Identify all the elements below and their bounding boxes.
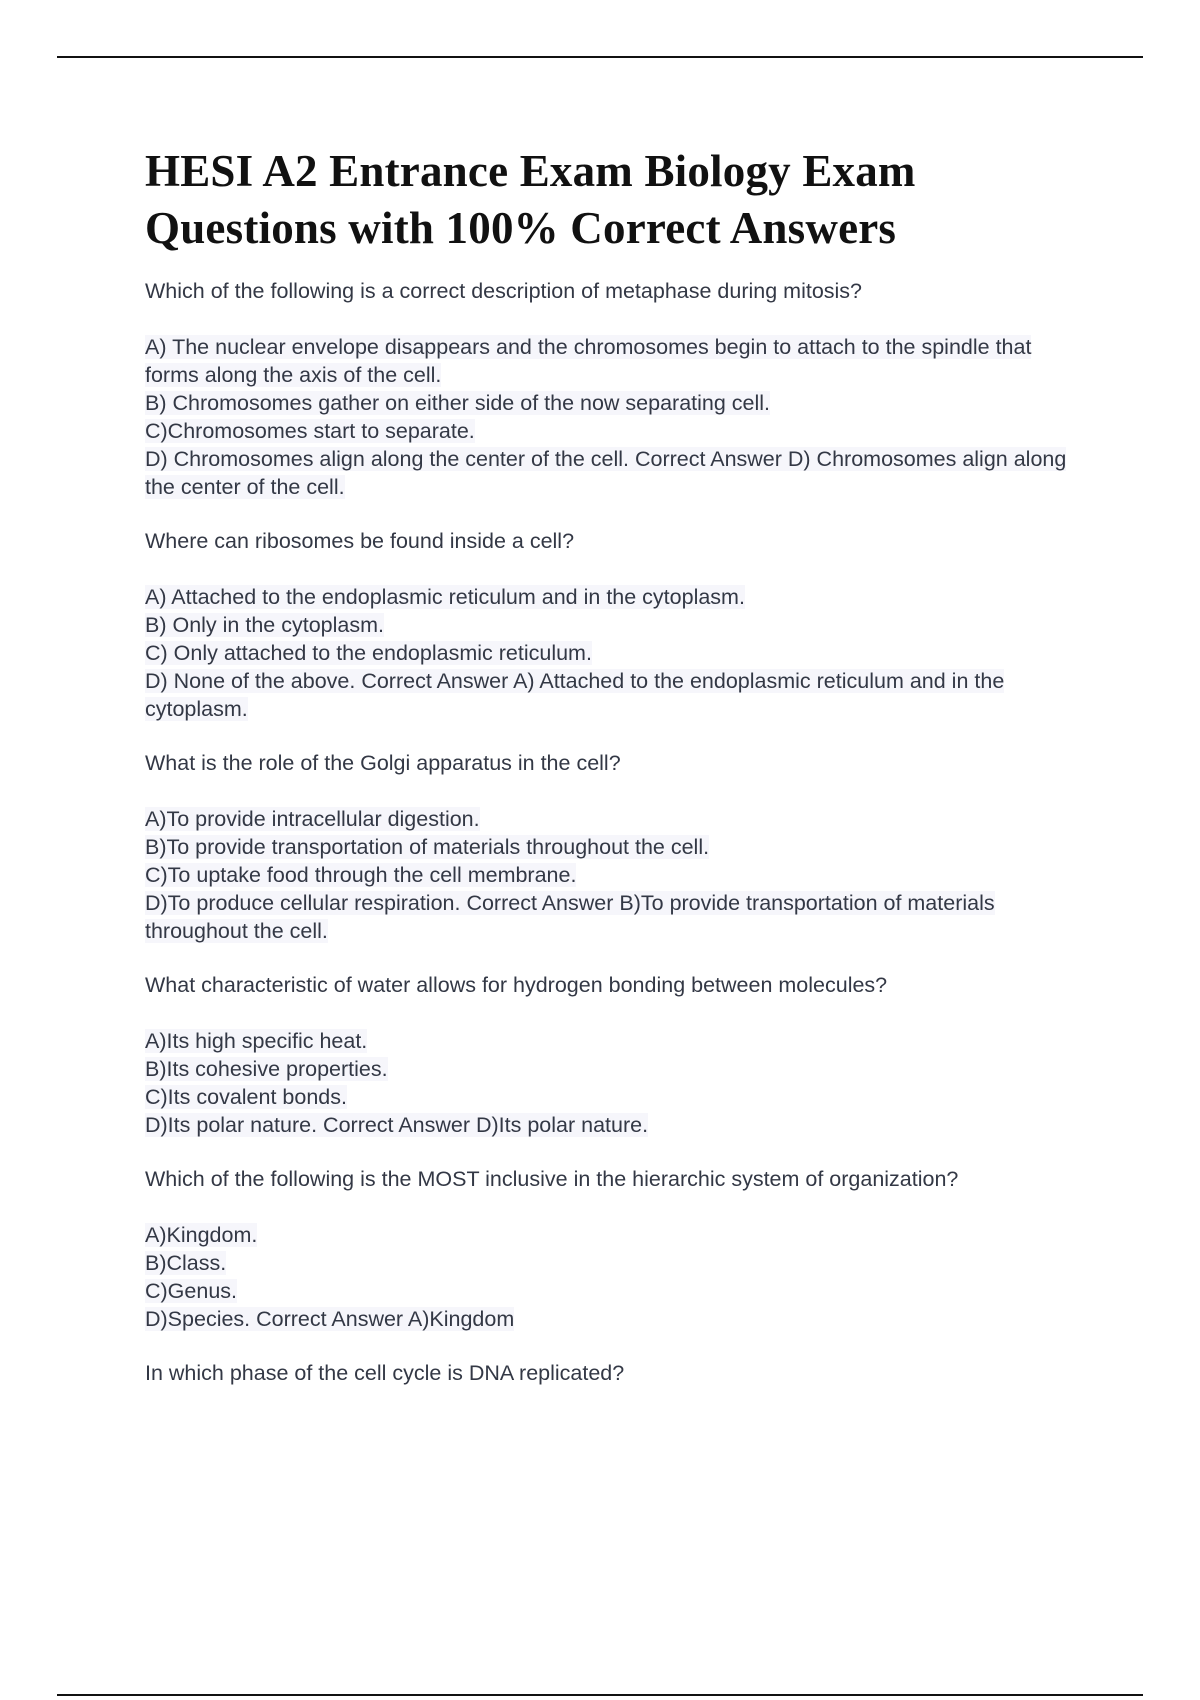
answer-option: C)Its covalent bonds. (145, 1085, 347, 1109)
answer-option-with-correct-answer: D)Species. Correct Answer A)Kingdom (145, 1307, 515, 1331)
question-block-3 (145, 749, 1085, 945)
question-block-1 (145, 277, 1085, 501)
answer-option: B) Only in the cytoplasm. (145, 613, 384, 637)
answer-options (145, 1221, 1085, 1333)
answer-option: B)Its cohesive properties. (145, 1057, 388, 1081)
answer-option: C) Only attached to the endoplasmic reticulum. (145, 641, 592, 665)
answer-option-with-correct-answer: D) None of the above. Correct Answer A) Attached to the endoplasmic reticulum and in the cytoplasm. (145, 669, 1005, 721)
answer-option: B)To provide transportation of materials throughout the cell. (145, 835, 710, 859)
answer-options (145, 333, 1085, 501)
question-text: What is the role of the Golgi apparatus in the cell? (145, 751, 621, 775)
top-rule (57, 56, 1143, 58)
answer-options (145, 1027, 1085, 1139)
document-title: HESI A2 Entrance Exam Biology Exam Questions with 100% Correct Answers (145, 146, 916, 253)
question-block-5 (145, 1165, 1085, 1333)
answer-option: B) Chromosomes gather on either side of the now separating cell. (145, 391, 771, 415)
answer-option: B)Class. (145, 1251, 227, 1275)
answer-option-with-correct-answer: D)Its polar nature. Correct Answer D)Its polar nature. (145, 1113, 649, 1137)
answer-options (145, 805, 1085, 945)
question-text: Which of the following is the MOST inclusive in the hierarchic system of organization? (145, 1167, 959, 1191)
question-text: What characteristic of water allows for hydrogen bonding between molecules? (145, 973, 888, 997)
bottom-rule (57, 1694, 1143, 1696)
answer-option: A)Kingdom. (145, 1223, 258, 1247)
answer-option: A)To provide intracellular digestion. (145, 807, 480, 831)
answer-option-with-correct-answer: D)To produce cellular respiration. Correct Answer B)To provide transportation of materials throughout the cell. (145, 891, 995, 943)
answer-option: A) The nuclear envelope disappears and the chromosomes begin to attach to the spindle that forms along the axis of the cell. (145, 335, 1032, 387)
question-block-2 (145, 527, 1085, 723)
answer-option-with-correct-answer: D) Chromosomes align along the center of the cell. Correct Answer D) Chromosomes align along the center of the cell. (145, 447, 1067, 499)
question-block-6 (145, 1359, 1085, 1387)
question-text: In which phase of the cell cycle is DNA replicated? (145, 1361, 625, 1385)
answer-options (145, 583, 1085, 723)
document-body (145, 143, 1085, 1415)
question-block-4 (145, 971, 1085, 1139)
question-text: Where can ribosomes be found inside a cell? (145, 529, 575, 553)
answer-option: A)Its high specific heat. (145, 1029, 368, 1053)
answer-option: C)Chromosomes start to separate. (145, 419, 475, 443)
question-text: Which of the following is a correct description of metaphase during mitosis? (145, 279, 863, 303)
answer-option: C)Genus. (145, 1279, 238, 1303)
answer-option: C)To uptake food through the cell membrane. (145, 863, 577, 887)
answer-option: A) Attached to the endoplasmic reticulum and in the cytoplasm. (145, 585, 745, 609)
